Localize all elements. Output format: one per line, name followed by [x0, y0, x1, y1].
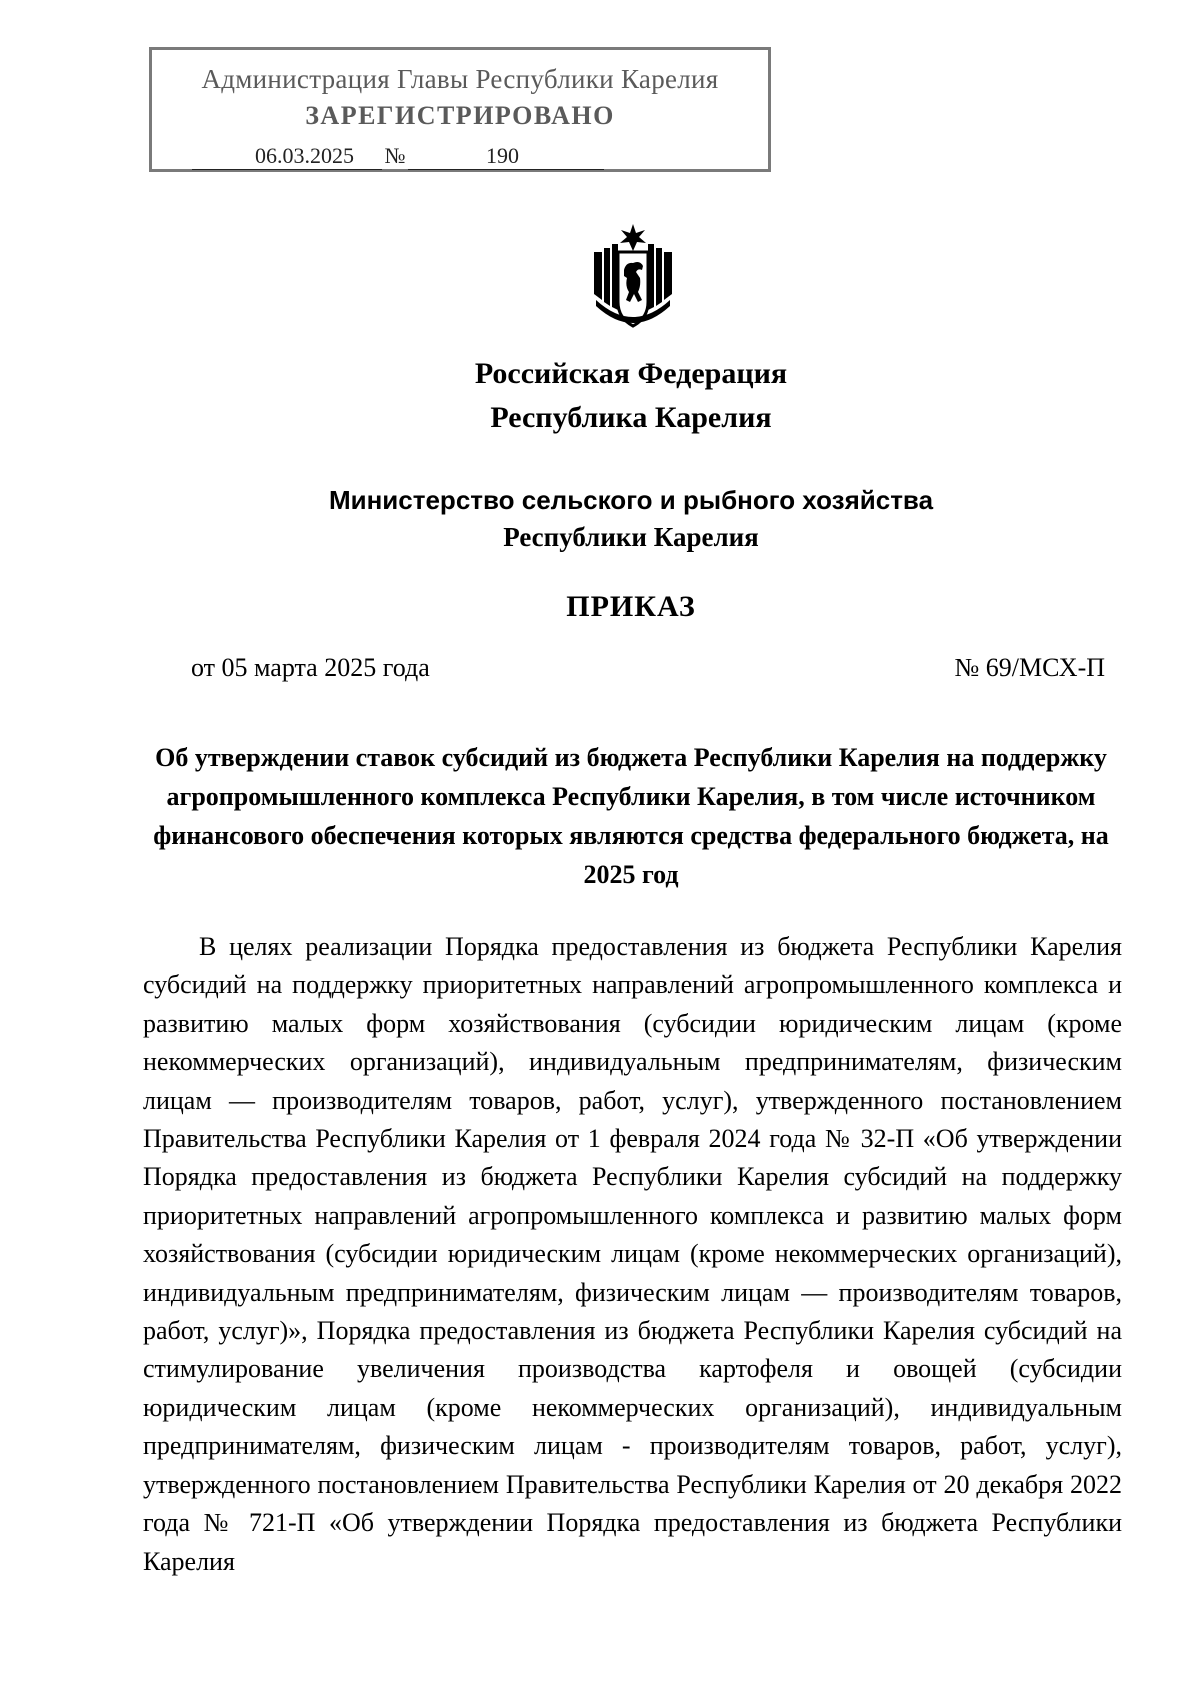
document-title: Об утверждении ставок субсидий из бюджета Республики Карелия на поддержку агропромышленного комплекса Республики Карелия, в том числе источником финансового обеспечения которых являются средства федерального бюджета, на 2025 год: [153, 743, 1109, 889]
ministry-title: Министерство сельского и рыбного хозяйства: [328, 485, 934, 515]
republic-title: Республика Карелия: [490, 401, 772, 434]
document-type: ПРИКАЗ: [566, 590, 696, 623]
stamp-date: 06.03.2025: [192, 143, 382, 170]
stamp-number: 190: [408, 143, 604, 170]
body-paragraph: В целях реализации Порядка предоставления из бюджета Республики Карелия субсидий на поддержку приоритетных направлений агропромышленного комплекса и развитию малых форм хозяйствования (субсидии юридическим лицам (кроме некоммерческих организаций), индивидуальным предпринимателям, физическим лицам — производителям товаров, работ, услуг), утвержденного постановлением Правительства Республики Карелия от 1 февраля 2024 года № 32-П «Об утверждении Порядка предоставления из бюджета Республики Карелия субсидий на поддержку приоритетных направлений агропромышленного комплекса и развитию малых форм хозяйствования (субсидии юридическим лицам (кроме некоммерческих организаций), индивидуальным предпринимателям, физическим лицам — производителям товаров, работ, услуг)», Порядка предоставления из бюджета Республики Карелия субсидий на стимулирование увеличения производства картофеля и овощей (субсидии юридическим лицам (кроме некоммерческих организаций), индивидуальным предпринимателям, физическим лицам - производителям товаров, работ, услуг), утвержденного постановлением Правительства Республики Карелия от 20 декабря 2022 года № 721-П «Об утверждении Порядка предоставления из бюджета Республики Карелия: [143, 932, 1122, 1576]
stamp-registered-label: ЗАРЕГИСТРИРОВАНО: [305, 101, 615, 130]
order-number: № 69/МСХ-П: [954, 653, 1105, 682]
order-date: от 05 марта 2025 года: [191, 653, 430, 682]
stamp-registration-line: [192, 143, 752, 171]
stamp-administration-label: Администрация Главы Республики Карелия: [201, 64, 719, 94]
registration-stamp: [149, 47, 771, 172]
karelia-coat-of-arms-icon: [588, 222, 678, 332]
country-title: Российская Федерация: [474, 357, 788, 390]
ministry-subtitle: Республики Карелия: [503, 522, 759, 552]
stamp-number-label: №: [384, 143, 406, 168]
